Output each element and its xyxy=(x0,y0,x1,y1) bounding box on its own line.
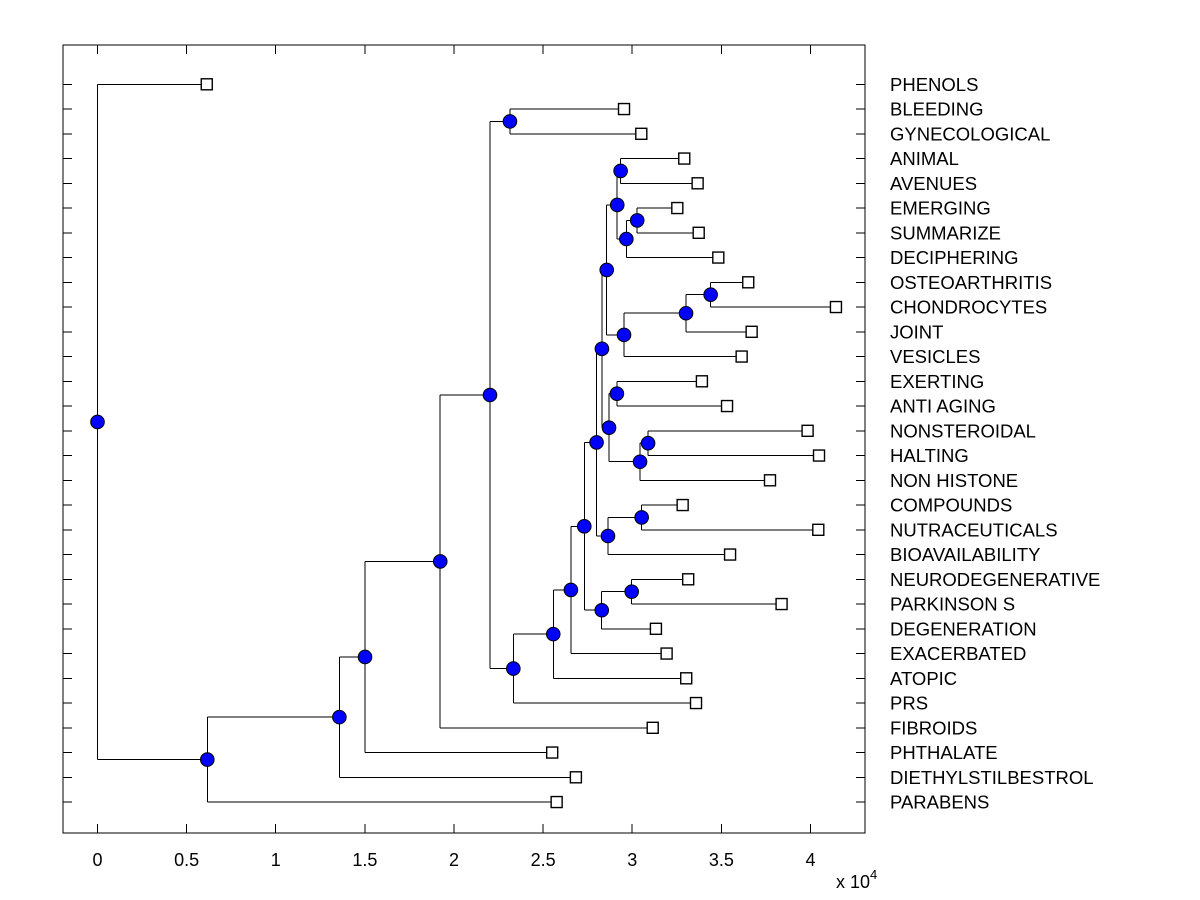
leaf-marker xyxy=(813,524,824,535)
cluster-node-marker xyxy=(91,415,105,429)
leaf-marker xyxy=(802,425,813,436)
leaf-label: EXACERBATED xyxy=(890,643,1027,665)
cluster-node-marker xyxy=(679,306,693,320)
leaf-marker xyxy=(736,351,747,362)
cluster-node-marker xyxy=(630,214,644,228)
leaf-label: HALTING xyxy=(890,445,969,467)
leaf-marker xyxy=(650,623,661,634)
cluster-node-marker xyxy=(503,115,517,129)
leaf-label: EXERTING xyxy=(890,370,985,392)
leaf-marker xyxy=(693,227,704,238)
cluster-node-marker xyxy=(200,753,214,767)
axis-multiplier-label: x $10^4$ xyxy=(836,867,878,892)
cluster-node-marker xyxy=(601,529,615,543)
leaf-label: BLEEDING xyxy=(890,98,984,120)
leaf-marker xyxy=(619,104,630,115)
leaf-marker xyxy=(551,797,562,808)
cluster-node-marker xyxy=(625,585,639,599)
cluster-node-marker xyxy=(641,436,655,450)
leaf-label: FIBROIDS xyxy=(890,717,978,739)
x-tick-label: 2 xyxy=(448,850,459,870)
cluster-node-marker xyxy=(358,650,372,664)
cluster-node-marker xyxy=(595,603,609,617)
x-tick-label: 0 xyxy=(92,850,103,870)
leaf-label: VESICLES xyxy=(890,346,981,368)
cluster-node-marker xyxy=(600,263,614,277)
leaf-label: NON HISTONE xyxy=(890,469,1019,491)
x-tick-label: 4 xyxy=(805,850,816,870)
leaf-label: DECIPHERING xyxy=(890,247,1019,269)
axes-box xyxy=(63,45,865,833)
leaf-label: AVENUES xyxy=(890,172,978,194)
leaf-marker xyxy=(776,599,787,610)
cluster-node-marker xyxy=(617,328,631,342)
x-tick-label: 1 xyxy=(270,850,281,870)
leaf-marker xyxy=(683,574,694,585)
cluster-node-marker xyxy=(546,627,560,641)
leaf-label: DIETHYLSTILBESTROL xyxy=(890,766,1094,788)
cluster-node-marker xyxy=(620,232,634,246)
cluster-node-marker xyxy=(564,583,578,597)
leaf-label: DEGENERATION xyxy=(890,618,1037,640)
leaf-marker xyxy=(696,376,707,387)
leaf-marker xyxy=(725,549,736,560)
leaf-label: NONSTEROIDAL xyxy=(890,420,1036,442)
leaf-label: BIOAVAILABILITY xyxy=(890,544,1041,566)
leaf-label: PHENOLS xyxy=(890,73,979,95)
leaf-label: PHTHALATE xyxy=(890,742,998,764)
leaf-marker xyxy=(713,252,724,263)
leaf-marker xyxy=(677,500,688,511)
leaf-label: NUTRACEUTICALS xyxy=(890,519,1058,541)
leaf-label: ANIMAL xyxy=(890,148,959,170)
leaf-label: GYNECOLOGICAL xyxy=(890,123,1051,145)
leaf-marker xyxy=(547,747,558,758)
leaf-marker xyxy=(672,203,683,214)
leaf-label: JOINT xyxy=(890,321,944,343)
leaf-marker xyxy=(681,673,692,684)
leaf-label: ATOPIC xyxy=(890,667,958,689)
leaf-label: PARABENS xyxy=(890,791,990,813)
cluster-node-marker xyxy=(633,455,647,469)
leaf-marker xyxy=(691,698,702,709)
leaf-marker xyxy=(746,326,757,337)
leaf-label: NEURODEGENERATIVE xyxy=(890,568,1101,590)
leaf-label: PARKINSON S xyxy=(890,593,1016,615)
leaf-marker xyxy=(201,79,212,90)
leaf-label: COMPOUNDS xyxy=(890,494,1013,516)
cluster-node-marker xyxy=(610,198,624,212)
leaf-marker xyxy=(830,302,841,313)
x-tick-label: 2.5 xyxy=(530,850,556,870)
cluster-node-marker xyxy=(614,164,628,178)
cluster-node-marker xyxy=(704,288,718,302)
x-tick-label: 3.5 xyxy=(708,850,734,870)
cluster-node-marker xyxy=(483,388,497,402)
x-tick-label: 1.5 xyxy=(352,850,378,870)
leaf-label: PRS xyxy=(890,692,929,714)
cluster-node-marker xyxy=(595,342,609,356)
leaf-marker xyxy=(692,178,703,189)
leaf-marker xyxy=(722,401,733,412)
cluster-node-marker xyxy=(635,511,649,525)
leaf-marker xyxy=(814,450,825,461)
leaf-marker xyxy=(764,475,775,486)
cluster-node-marker xyxy=(333,710,347,724)
leaf-marker xyxy=(679,153,690,164)
leaf-label: SUMMARIZE xyxy=(890,222,1001,244)
cluster-node-marker xyxy=(577,520,591,534)
leaf-label: EMERGING xyxy=(890,197,991,219)
leaf-label: CHONDROCYTES xyxy=(890,296,1048,318)
leaf-marker xyxy=(743,277,754,288)
cluster-node-marker xyxy=(610,387,624,401)
leaf-label: OSTEOARTHRITIS xyxy=(890,271,1053,293)
leaf-marker xyxy=(647,722,658,733)
cluster-node-marker xyxy=(433,555,447,569)
cluster-node-marker xyxy=(602,421,616,435)
leaf-marker xyxy=(570,772,581,783)
leaf-marker xyxy=(636,128,647,139)
cluster-node-marker xyxy=(507,662,521,676)
leaf-label: ANTI AGING xyxy=(890,395,996,417)
x-tick-label: 3 xyxy=(627,850,638,870)
cluster-node-marker xyxy=(590,436,604,450)
x-tick-label: 0.5 xyxy=(174,850,200,870)
leaf-marker xyxy=(661,648,672,659)
